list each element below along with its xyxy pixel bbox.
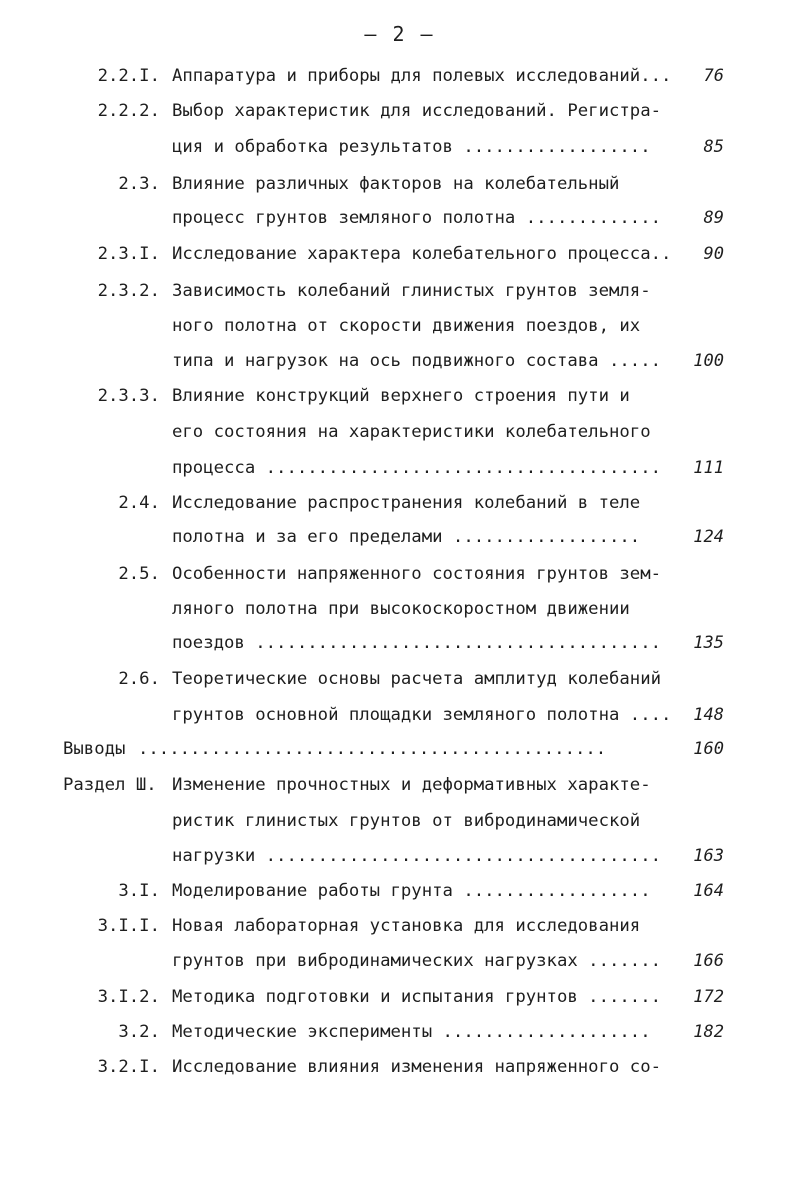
toc-text: типа и нагрузок на ось подвижного состава ..... bbox=[172, 351, 661, 371]
toc-page: 100 bbox=[693, 351, 724, 371]
toc-text: Теоретические основы расчета амплитуд колебаний bbox=[172, 669, 661, 689]
toc-text: Изменение прочностных и деформативных характе- bbox=[172, 775, 651, 795]
toc-text: ляного полотна при высокоскоростном движении bbox=[172, 599, 630, 619]
toc-number: 3.I.I. bbox=[97, 916, 160, 936]
toc-text: ция и обработка результатов .................. bbox=[172, 137, 651, 157]
toc-page: 111 bbox=[693, 458, 724, 478]
toc-text: Влияние конструкций верхнего строения пути и bbox=[172, 386, 630, 406]
toc-text: грунтов основной площадки земляного полотна .... bbox=[172, 705, 672, 725]
toc-number: 2.3.I. bbox=[97, 244, 160, 264]
toc-number: 3.I.2. bbox=[97, 987, 160, 1007]
page-number: — 2 — bbox=[364, 22, 435, 46]
toc-text: процесса ...................................... bbox=[172, 458, 661, 478]
toc-page: 182 bbox=[693, 1022, 724, 1042]
toc-text: нагрузки ...................................... bbox=[172, 846, 661, 866]
toc-text: Моделирование работы грунта .................. bbox=[172, 881, 651, 901]
toc-page: 89 bbox=[703, 208, 724, 228]
toc-page: 164 bbox=[693, 881, 724, 901]
toc-number: 2.5. bbox=[118, 564, 160, 584]
toc-text: Исследование характера колебательного процесса.. bbox=[172, 244, 672, 264]
toc-number: 2.6. bbox=[118, 669, 160, 689]
toc-number: 2.3. bbox=[118, 174, 160, 194]
toc-number: 2.3.3. bbox=[97, 386, 160, 406]
toc-text: ного полотна от скорости движения поездов, их bbox=[172, 316, 641, 336]
toc-text: Зависимость колебаний глинистых грунтов земля- bbox=[172, 281, 651, 301]
toc-number: 3.I. bbox=[118, 881, 160, 901]
toc-page: 90 bbox=[703, 244, 724, 264]
toc-text: Аппаратура и приборы для полевых исследований... bbox=[172, 66, 672, 86]
toc-page: 148 bbox=[693, 705, 724, 725]
toc-text: процесс грунтов земляного полотна ............. bbox=[172, 208, 661, 228]
toc-page: 135 bbox=[693, 633, 724, 653]
toc-number: 3.2.I. bbox=[97, 1057, 160, 1077]
toc-text: Исследование распространения колебаний в теле bbox=[172, 493, 641, 513]
toc-number: Выводы bbox=[63, 739, 126, 759]
toc-text: поездов ....................................... bbox=[172, 633, 661, 653]
toc-page: 166 bbox=[693, 951, 724, 971]
toc-text: Исследование влияния изменения напряженного со- bbox=[172, 1057, 661, 1077]
toc-text: Методика подготовки и испытания грунтов ....... bbox=[172, 987, 661, 1007]
toc-page: 160 bbox=[693, 739, 724, 759]
toc-number: 2.2.I. bbox=[97, 66, 160, 86]
toc-text: ............................................. bbox=[138, 739, 607, 759]
toc-text: Влияние различных факторов на колебательный bbox=[172, 174, 620, 194]
toc-text: полотна и за его пределами .................. bbox=[172, 527, 641, 547]
toc-text: ристик глинистых грунтов от вибродинамической bbox=[172, 811, 641, 831]
toc-number: 3.2. bbox=[118, 1022, 160, 1042]
toc-text: Методические эксперименты .................... bbox=[172, 1022, 651, 1042]
toc-page: 85 bbox=[703, 137, 724, 157]
toc-page: 124 bbox=[693, 527, 724, 547]
toc-number: 2.2.2. bbox=[97, 101, 160, 121]
toc-page: 163 bbox=[693, 846, 724, 866]
toc-text: грунтов при вибродинамических нагрузках ....... bbox=[172, 951, 661, 971]
toc-text: Особенности напряженного состояния грунтов зем- bbox=[172, 564, 661, 584]
toc-page: 172 bbox=[693, 987, 724, 1007]
toc-page: 76 bbox=[703, 66, 724, 86]
toc-number: Раздел Ш. bbox=[63, 775, 157, 795]
toc-number: 2.3.2. bbox=[97, 281, 160, 301]
toc-text: его состояния на характеристики колебательного bbox=[172, 422, 651, 442]
toc-text: Выбор характеристик для исследований. Регистра- bbox=[172, 101, 661, 121]
toc-text: Новая лабораторная установка для исследования bbox=[172, 916, 641, 936]
toc-number: 2.4. bbox=[118, 493, 160, 513]
